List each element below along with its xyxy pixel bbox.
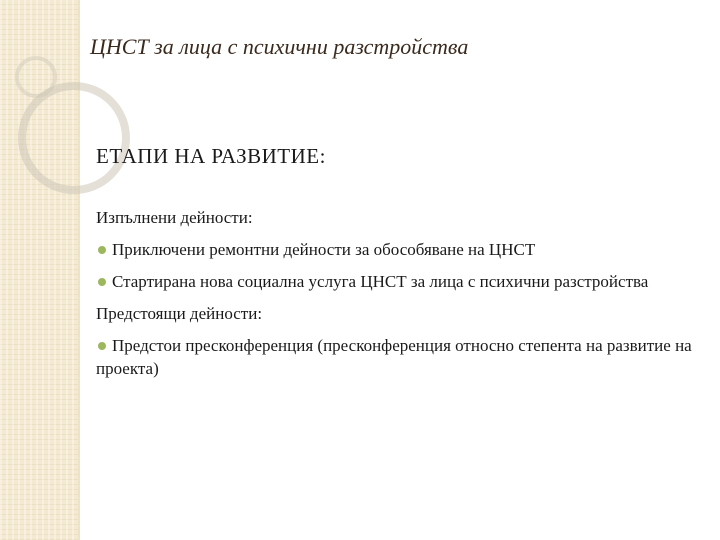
list-item-completed-2 [96,270,696,293]
slide-title: ЦНСТ за лица с психични разстройства [90,34,469,59]
list-item-text: Стартирана нова социална услуга ЦНСТ за лица с психични разстройства [112,272,649,291]
slide-content [96,206,696,389]
list-item-text: Приключени ремонтни дейности за обособяване на ЦНСТ [112,240,536,259]
list-item-text: Предстои пресконференция (пресконференция относно степента на развитие на проекта) [96,336,692,378]
upcoming-activities-label: Предстоящи дейности: [96,304,263,323]
section-heading: ЕТАПИ НА РАЗВИТИЕ: [96,144,326,168]
bullet-icon [98,342,106,350]
decorative-ring [18,82,130,194]
bullet-icon [98,246,106,254]
list-item-upcoming-1 [96,334,696,380]
bullet-icon [98,278,106,286]
list-item-completed-1 [96,238,696,261]
completed-activities-label: Изпълнени дейности: [96,208,253,227]
